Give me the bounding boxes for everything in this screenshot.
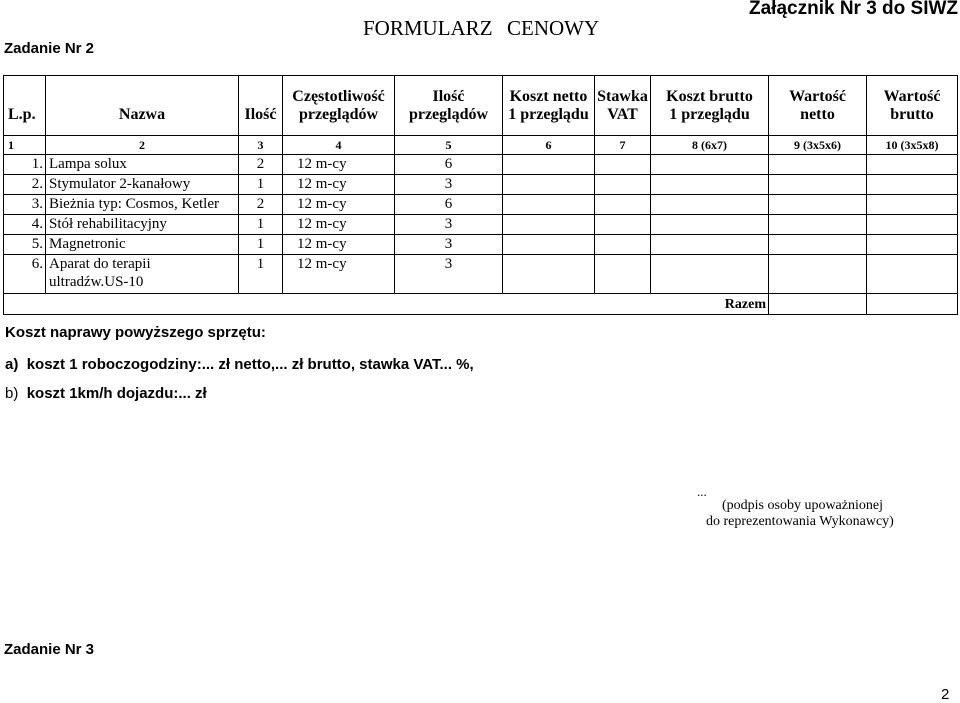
- table-header-row: [4, 76, 958, 129]
- row-vat[interactable]: [595, 255, 651, 294]
- row-net-cost[interactable]: [503, 175, 595, 195]
- row-net-cost[interactable]: [503, 155, 595, 175]
- row-vat[interactable]: [595, 155, 651, 175]
- signature-dots: ...: [697, 484, 707, 499]
- signature-line1: (podpis osoby upoważnionej: [722, 498, 883, 513]
- column-number: 2: [46, 136, 239, 155]
- row-gross-value[interactable]: [867, 195, 958, 215]
- form-subtitle: CENOWY: [507, 16, 600, 40]
- task-label: Zadanie Nr 2: [4, 40, 95, 57]
- row-net-cost[interactable]: [503, 215, 595, 235]
- col-header-vat: Stawka VAT: [595, 76, 651, 129]
- table-row: [4, 235, 958, 255]
- column-number: 10 (3x5x8): [867, 136, 958, 155]
- table-row: [4, 175, 958, 195]
- column-number: 1: [4, 136, 46, 155]
- column-number: 6: [503, 136, 595, 155]
- row-vat[interactable]: [595, 195, 651, 215]
- repair-title: Koszt naprawy powyższego sprzętu:: [5, 324, 266, 341]
- table-row: [4, 255, 958, 294]
- total-net-value[interactable]: [769, 294, 867, 315]
- row-name: Bieżnia typ: Cosmos, Ketler: [46, 195, 239, 215]
- row-lp: 3.: [4, 195, 46, 215]
- column-number: 3: [239, 136, 283, 155]
- row-net-value[interactable]: [769, 155, 867, 175]
- row-gross-cost[interactable]: [651, 215, 769, 235]
- table-row: [4, 195, 958, 215]
- col-header-gross-cost: Koszt brutto 1 przeglądu: [651, 76, 769, 129]
- repair-item-a: a) koszt 1 roboczogodziny:... zł netto,... zł brutto, stawka VAT... %,: [5, 356, 474, 373]
- column-number: 4: [283, 136, 395, 155]
- col-header-count: Ilość przeglądów: [395, 76, 503, 129]
- repair-item-b: b) koszt 1km/h dojazdu:... zł: [5, 385, 207, 402]
- column-number: 9 (3x5x6): [769, 136, 867, 155]
- row-net-value[interactable]: [769, 175, 867, 195]
- row-net-value[interactable]: [769, 195, 867, 215]
- row-count: 3: [395, 175, 503, 195]
- row-net-value[interactable]: [769, 255, 867, 294]
- total-label: Razem: [4, 294, 769, 315]
- row-qty: 1: [239, 235, 283, 255]
- row-gross-cost[interactable]: [651, 155, 769, 175]
- row-net-value[interactable]: [769, 215, 867, 235]
- column-number: 5: [395, 136, 503, 155]
- column-number-row: [4, 136, 958, 155]
- row-net-cost[interactable]: [503, 255, 595, 294]
- row-name: Stół rehabilitacyjny: [46, 215, 239, 235]
- row-count: 3: [395, 255, 503, 294]
- row-frequency: 12 m-cy: [283, 215, 395, 235]
- row-count: 6: [395, 155, 503, 175]
- row-lp: 1.: [4, 155, 46, 175]
- row-frequency: 12 m-cy: [283, 255, 395, 294]
- row-count: 3: [395, 235, 503, 255]
- row-gross-value[interactable]: [867, 175, 958, 195]
- row-frequency: 12 m-cy: [283, 235, 395, 255]
- col-header-net-cost: Koszt netto 1 przeglądu: [503, 76, 595, 129]
- row-name: Magnetronic: [46, 235, 239, 255]
- total-row: [4, 294, 958, 315]
- row-lp: 6.: [4, 255, 46, 294]
- price-table: [3, 75, 958, 315]
- row-gross-value[interactable]: [867, 215, 958, 235]
- row-gross-cost[interactable]: [651, 195, 769, 215]
- row-net-cost[interactable]: [503, 235, 595, 255]
- row-vat[interactable]: [595, 235, 651, 255]
- table-row: [4, 155, 958, 175]
- signature-line2: do reprezentowania Wykonawcy): [706, 514, 894, 529]
- row-lp: 4.: [4, 215, 46, 235]
- column-number: 8 (6x7): [651, 136, 769, 155]
- table-row: [4, 215, 958, 235]
- row-frequency: 12 m-cy: [283, 195, 395, 215]
- row-net-cost[interactable]: [503, 195, 595, 215]
- attachment-label: Załącznik Nr 3 do SIWZ: [749, 0, 959, 19]
- row-qty: 1: [239, 255, 283, 294]
- col-header-frequency: Częstotliwość przeglądów: [283, 76, 395, 129]
- row-gross-cost[interactable]: [651, 175, 769, 195]
- row-vat[interactable]: [595, 175, 651, 195]
- row-lp: 2.: [4, 175, 46, 195]
- row-qty: 1: [239, 175, 283, 195]
- row-count: 6: [395, 195, 503, 215]
- row-gross-value[interactable]: [867, 235, 958, 255]
- total-gross-value[interactable]: [867, 294, 958, 315]
- row-lp: 5.: [4, 235, 46, 255]
- next-task-label: Zadanie Nr 3: [4, 641, 95, 658]
- row-frequency: 12 m-cy: [283, 155, 395, 175]
- page-number: 2: [941, 686, 950, 703]
- row-count: 3: [395, 215, 503, 235]
- col-header-qty: Ilość: [239, 76, 283, 129]
- row-qty: 2: [239, 155, 283, 175]
- row-gross-value[interactable]: [867, 255, 958, 294]
- row-name: Lampa solux: [46, 155, 239, 175]
- row-vat[interactable]: [595, 215, 651, 235]
- col-header-lp: L.p.: [4, 76, 46, 129]
- row-name: Stymulator 2-kanałowy: [46, 175, 239, 195]
- col-header-net-value: Wartość netto: [769, 76, 867, 129]
- row-name: Aparat do terapii ultradźw.US-10: [46, 255, 239, 294]
- form-title: FORMULARZ: [363, 16, 493, 40]
- col-header-name: Nazwa: [46, 76, 239, 129]
- col-header-gross-value: Wartość brutto: [867, 76, 958, 129]
- row-net-value[interactable]: [769, 235, 867, 255]
- row-gross-cost[interactable]: [651, 255, 769, 294]
- row-frequency: 12 m-cy: [283, 175, 395, 195]
- row-gross-cost[interactable]: [651, 235, 769, 255]
- row-qty: 1: [239, 215, 283, 235]
- row-gross-value[interactable]: [867, 155, 958, 175]
- column-number: 7: [595, 136, 651, 155]
- row-qty: 2: [239, 195, 283, 215]
